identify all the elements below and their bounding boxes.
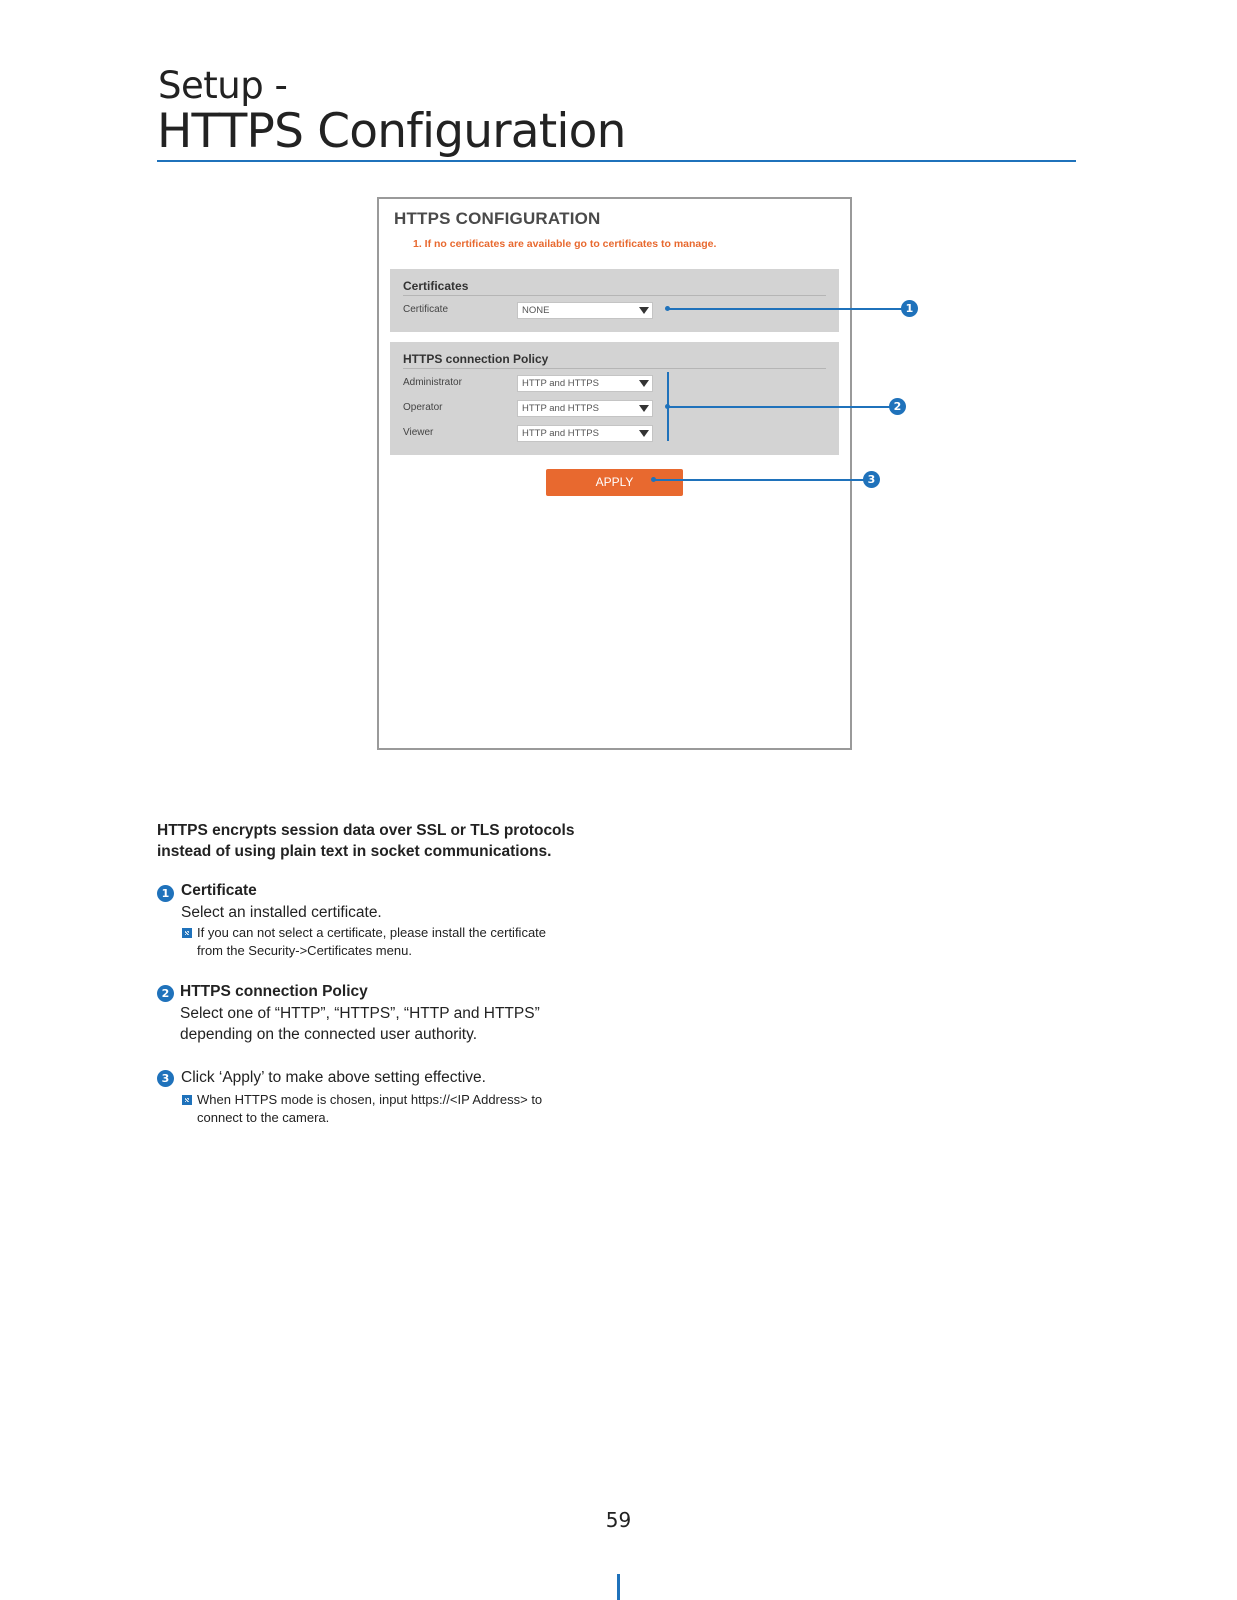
item-line: Select one of “HTTP”, “HTTPS”, “HTTP and HTTPS” — [180, 1005, 540, 1022]
note-line: If you can not select a certificate, please install the certificate — [197, 925, 547, 940]
item-text: Click ‘Apply’ to make above setting effective. — [181, 1069, 486, 1086]
certificates-heading: Certificates — [403, 279, 469, 293]
apply-button[interactable]: APPLY — [546, 469, 683, 496]
operator-select-value: HTTP and HTTPS — [522, 403, 599, 414]
callout-line-2 — [668, 406, 892, 408]
dropdown-arrow-icon — [639, 307, 649, 314]
viewer-label: Viewer — [403, 427, 434, 438]
section-label: Setup - — [158, 64, 288, 107]
page-title: HTTPS Configuration — [157, 104, 626, 159]
policy-heading: HTTPS connection Policy — [403, 352, 549, 366]
item-badge-3: 3 — [157, 1070, 174, 1087]
note-line: When HTTPS mode is chosen, input https://<IP Address> to — [197, 1092, 543, 1107]
dropdown-arrow-icon — [639, 405, 649, 412]
policy-divider — [403, 368, 826, 369]
item-text — [180, 1003, 540, 1045]
certificate-select-value: NONE — [522, 305, 550, 316]
note-icon — [182, 1095, 192, 1105]
panel-title: HTTPS CONFIGURATION — [394, 209, 601, 228]
certificates-divider — [403, 295, 826, 296]
page-number: 59 — [605, 1508, 632, 1532]
administrator-label: Administrator — [403, 377, 462, 388]
certificate-label: Certificate — [403, 304, 449, 315]
dropdown-arrow-icon — [639, 380, 649, 387]
callout-line-3 — [654, 479, 866, 481]
viewer-select[interactable] — [517, 425, 653, 442]
callout-badge-2: 2 — [889, 398, 906, 415]
administrator-select[interactable] — [517, 375, 653, 392]
item-line: depending on the connected user authority. — [180, 1026, 478, 1043]
item-badge-2: 2 — [157, 985, 174, 1002]
item-title-policy: HTTPS connection Policy — [180, 983, 368, 1000]
dropdown-arrow-icon — [639, 430, 649, 437]
title-divider — [157, 160, 1076, 162]
note-line: from the Security->Certificates menu. — [197, 943, 412, 958]
intro-line: instead of using plain text in socket communications. — [157, 843, 552, 860]
https-config-screenshot — [377, 197, 852, 750]
callout-badge-3: 3 — [863, 471, 880, 488]
policy-group — [390, 342, 839, 455]
callout-line-1 — [668, 308, 904, 310]
panel-note: 1. If no certificates are available go to certificates to manage. — [413, 238, 717, 250]
intro-line: HTTPS encrypts session data over SSL or TLS protocols — [157, 822, 575, 839]
intro-paragraph — [157, 820, 574, 862]
callout-badge-1: 1 — [901, 300, 918, 317]
item-badge-1: 1 — [157, 885, 174, 902]
operator-select[interactable] — [517, 400, 653, 417]
item-text: Select an installed certificate. — [181, 904, 382, 921]
page-marker — [617, 1574, 620, 1600]
item-title-certificate: Certificate — [181, 882, 257, 899]
certificates-group — [390, 269, 839, 332]
note-text — [197, 1091, 542, 1127]
viewer-select-value: HTTP and HTTPS — [522, 428, 599, 439]
note-line: connect to the camera. — [197, 1110, 330, 1125]
note-icon — [182, 928, 192, 938]
operator-label: Operator — [403, 402, 443, 413]
certificate-select[interactable] — [517, 302, 653, 319]
administrator-select-value: HTTP and HTTPS — [522, 378, 599, 389]
note-text — [197, 924, 546, 960]
